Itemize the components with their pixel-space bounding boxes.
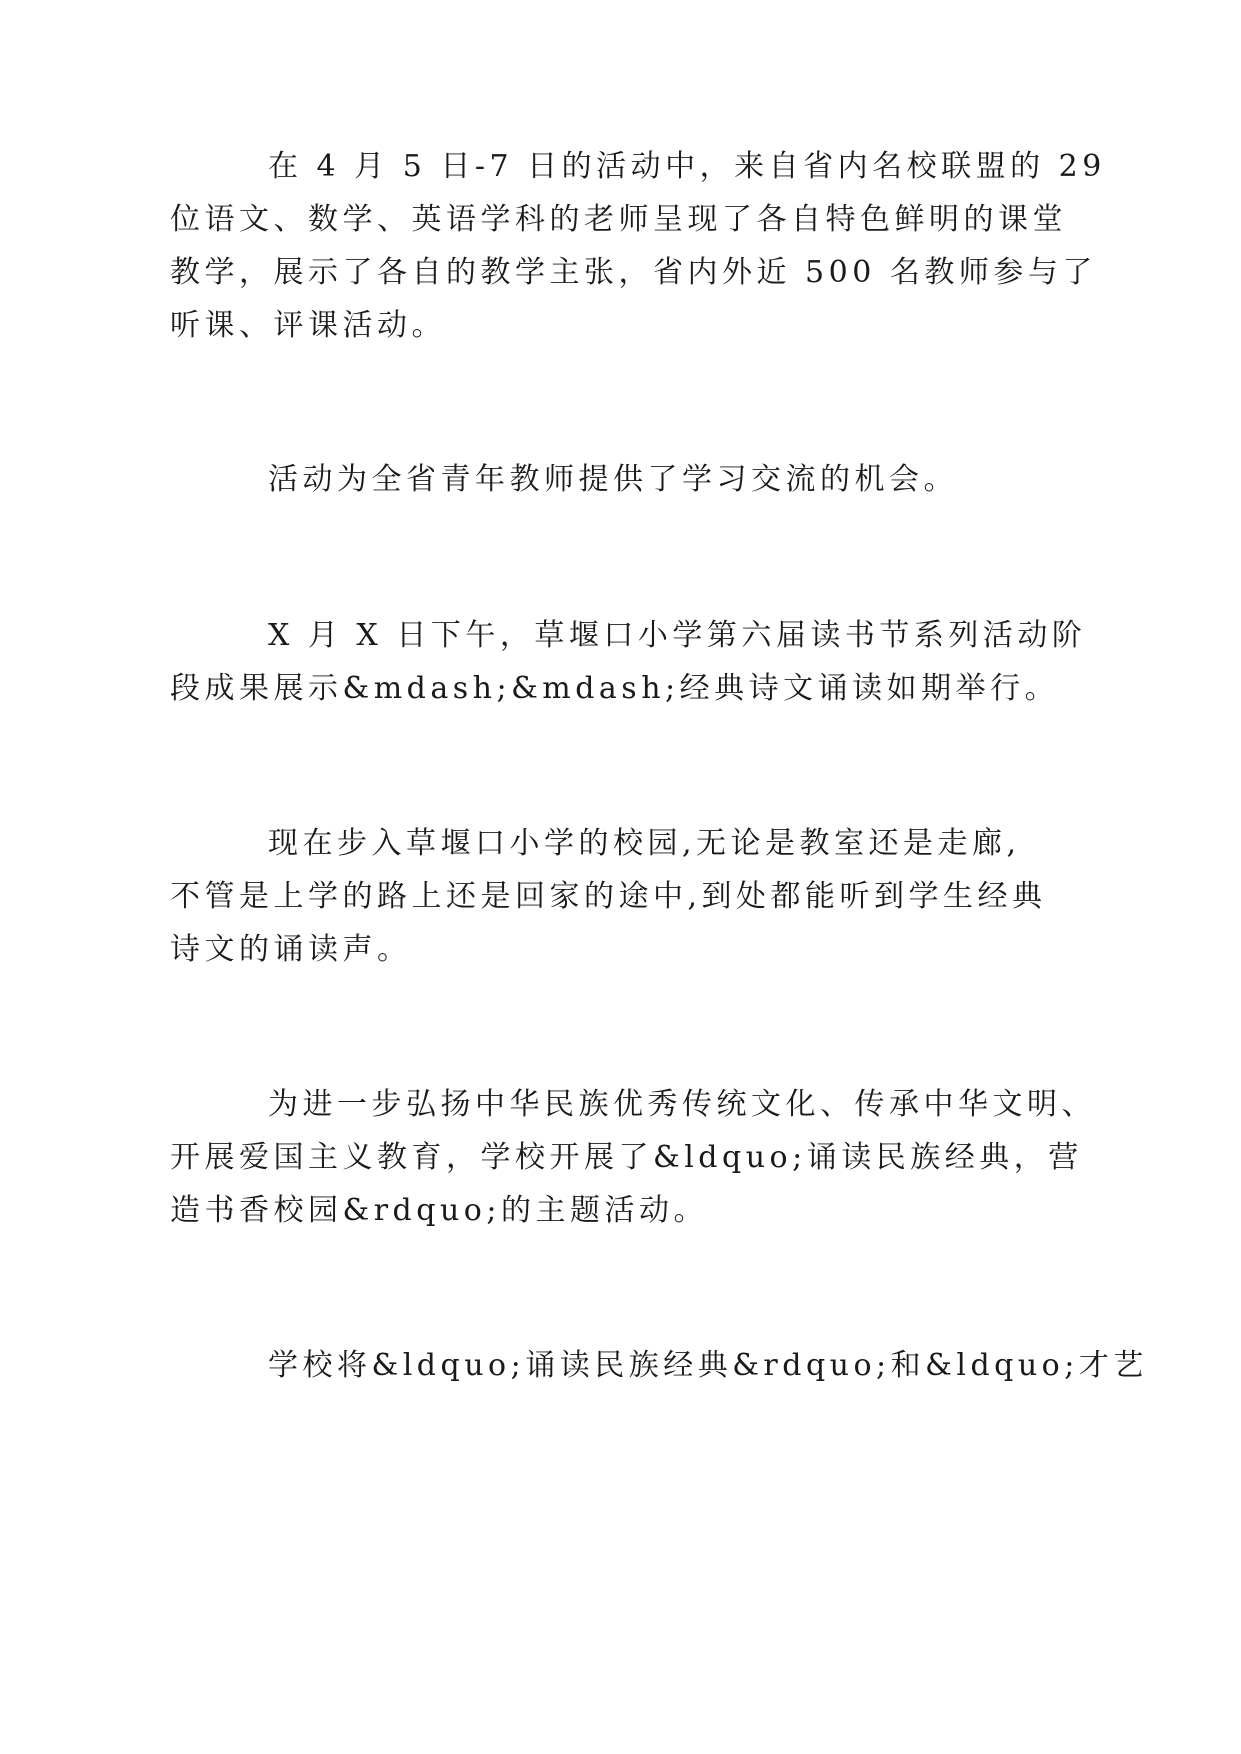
paragraph-line: 现在步入草堰口小学的校园,无论是教室还是走廊, [268,826,1021,861]
paragraph-line: X 月 X 日下午，草堰口小学第六届读书节系列活动阶 [268,618,1087,653]
paragraph-line: 为进一步弘扬中华民族优秀传统文化、传承中华文明、 [268,1087,1096,1122]
paragraph-line: 诗文的诵读声。 [170,932,412,967]
paragraph-line: 开展爱国主义教育，学校开展了&ldquo;诵读民族经典，营 [170,1140,1083,1175]
paragraph-line: 学校将&ldquo;诵读民族经典&rdquo;和&ldquo;才艺 [268,1348,1148,1383]
paragraph-line: 位语文、数学、英语学科的老师呈现了各自特色鲜明的课堂 [170,202,1067,237]
paragraph-line: 造书香校园&rdquo;的主题活动。 [170,1193,708,1228]
paragraph-line: 段成果展示&mdash;&mdash;经典诗文诵读如期举行。 [170,671,1060,706]
paragraph-line: 活动为全省青年教师提供了学习交流的机会。 [268,462,958,497]
paragraph-line: 教学，展示了各自的教学主张，省内外近 500 名教师参与了 [170,255,1097,290]
paragraph-line: 不管是上学的路上还是回家的途中,到处都能听到学生经典 [170,879,1047,914]
paragraph-line: 听课、评课活动。 [170,308,446,343]
paragraph-line: 在 4 月 5 日-7 日的活动中，来自省内名校联盟的 29 [268,149,1106,184]
